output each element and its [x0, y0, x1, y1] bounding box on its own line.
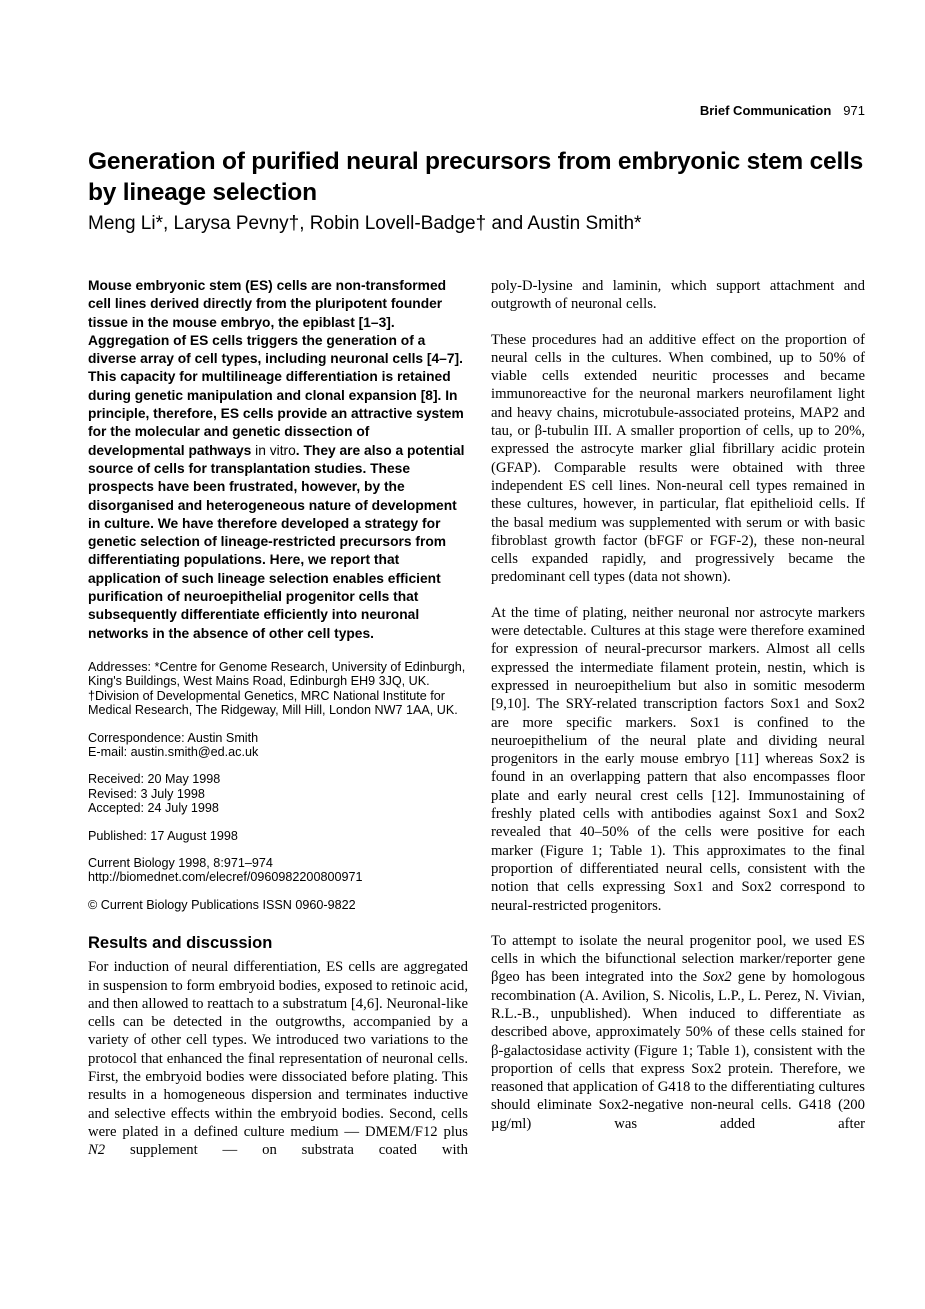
citation-block — [88, 856, 468, 885]
two-column-layout — [88, 277, 865, 1159]
body-paragraph-left — [88, 958, 468, 1159]
sox2-italic: Sox2 — [703, 969, 732, 986]
addresses-block — [88, 660, 468, 718]
body-paragraph-3: At the time of plating, neither neuronal nor astrocyte markers were detectable. Cultures at this stage were therefore examined for expression of neural-precursor markers. Almost all cells expressed the intermediate filament protein, nestin, which is expressed in neuroepithelium but also in somitic mesoderm [9,10]. The SRY-related transcription factors Sox1 and Sox2 are more specific markers. Sox1 is confined to the neuroepithelium of the neural plate and dividing neural progenitors in the early mouse embryo [11] whereas Sox2 is found in an overlapping pattern that also encompasses floor plate and early neural crest cells [12]. Immunostaining of freshly plated cells with antibodies against Sox1 and Sox2 revealed that 40–50% of the cells were positive for each marker (Figure 1; Table 1). This approximates to the final proportion of differentiated neural cells, consistent with the notion that cells expressing Sox1 and Sox2 correspond to neural-restricted progenitors. — [491, 604, 865, 914]
running-head — [700, 103, 865, 118]
published-block — [88, 829, 468, 843]
copyright-line: © Current Biology Publications ISSN 0960-9822 — [88, 897, 356, 912]
body-paragraph-2: These procedures had an additive effect on the proportion of neural cells in the cultures. When combined, up to 50% of viable cells extended neuritic processes and became immunoreactive for the neuronal markers neurofilament light and heavy chains, microtubule-associated proteins, MAP2 and tau, or β-tubulin III. A smaller proportion of cells, up to 20%, expressed the astrocyte marker glial fibrillary acidic protein (GFAP). Comparable results were obtained with three independent ES cell lines. Non-neural cell types remained in these cultures, however, in particular, flat epithelioid cells. If the basal medium was supplemented with serum or with basic fibroblast growth factor (bFGF or FGF-2), these non-neural cells expanded rapidly, and progressively became the predominant cell types (data not shown). — [491, 331, 865, 586]
email-line[interactable]: E-mail: austin.smith@ed.ac.uk — [88, 744, 259, 759]
left-body-text-b: supplement — on substrata coated with — [105, 1142, 468, 1159]
left-column — [88, 277, 468, 1159]
body-paragraph-1: poly-D-lysine and laminin, which support attachment and outgrowth of neuronal cells. — [491, 278, 865, 313]
section-label: Brief Communication — [699, 103, 832, 118]
article-metadata — [88, 660, 468, 912]
citation-line: Current Biology 1998, 8:971–974 — [88, 856, 273, 870]
abstract-bold-part-2: . They are also a potential source of cells for transplantation studies. These prospects have been frustrated, however, by the disorganised and heterogeneous nature of development in culture. We have therefore developed a strategy for genetic selection of lineage-restricted precursors from differentiating populations. Here, we report that application of such lineage selection enables efficient purification of neuroepithelial progenitor cells that subsequently differentiate efficiently into neuronal networks in the absence of other cell types. — [88, 442, 465, 641]
title-block — [88, 146, 870, 236]
copyright-block — [88, 898, 468, 912]
received-line: Received: 20 May 1998 — [88, 772, 221, 787]
addresses-text: Addresses: *Centre for Genome Research, University of Edinburgh, King's Buildings, West Mains Road, Edinburgh EH9 3JQ, UK. †Division of Developmental Genetics, MRC National Institute for Medical Research, The Ridgeway, Mill Hill, London NW7 1AA, UK. — [88, 659, 466, 718]
abstract-in-vitro: in vitro — [255, 442, 296, 458]
published-line: Published: 17 August 1998 — [88, 828, 238, 843]
paper-title: Generation of purified neural precursors from embryonic stem cells by lineage selection — [88, 148, 864, 206]
page-number: 971 — [843, 103, 865, 118]
correspondence-block — [88, 731, 468, 760]
body-paragraph-4 — [491, 932, 865, 1133]
right-body-text-b: gene by homologous recombination (A. Avilion, S. Nicolis, L.P., L. Perez, N. Vivian, R.L.-B., unpublished). When induced to differentiate as described above, approximately 50% of these cells stained for β-galactosidase activity (Figure 1; Table 1), consistent with the proportion of cells that express Sox2 protein. Therefore, we reasoned that application of G418 to the differentiating cultures should eliminate Sox2-negative non-neural cells. G418 (200 µg/ml) was added after — [491, 969, 865, 1132]
right-column — [491, 277, 865, 1133]
citation-url[interactable]: http://biomednet.com/elecref/0960982200800971 — [88, 870, 363, 885]
correspondence-line: Correspondence: Austin Smith — [88, 730, 259, 745]
abstract-bold-part-1: Mouse embryonic stem (ES) cells are non-transformed cell lines derived directly from the pluripotent founder tissue in the mouse embryo, the epiblast [1–3]. Aggregation of ES cells triggers the generation of a diverse array of cell types, including neuronal cells [4–7]. This capacity for multilineage differentiation is retained during genetic manipulation and clonal expansion [8]. In principle, therefore, ES cells provide an attractive system for the molecular and genetic dissection of developmental pathways — [88, 278, 464, 458]
dates-block — [88, 772, 468, 815]
left-body-text-a: For induction of neural differentiation, ES cells are aggregated in suspension to form embryoid bodies, exposed to retinoic acid, and then allowed to reattach to a substratum [4,6]. Neuronal-like cells can be detected in the outgrowths, accompanied by a variety of other cell types. We introduced two variations to the protocol that enhanced the final representation of neuronal cells. First, the embryoid bodies were dissociated before plating. This results in a homogeneous dispersion and terminates inductive and selective effects within the embryoid bodies. Second, cells were plated in a defined culture medium — DMEM/F12 plus — [88, 959, 468, 1140]
right-body-text-a: To attempt to isolate the neural progenitor pool, we used ES cells in which the bifunctional selection marker/reporter gene βgeo has been integrated into the — [491, 932, 865, 986]
abstract-paragraph — [88, 277, 468, 643]
authors-line: Meng Li*, Larysa Pevny†, Robin Lovell-Badge† and Austin Smith* — [88, 213, 642, 234]
accepted-line: Accepted: 24 July 1998 — [88, 801, 219, 816]
revised-line: Revised: 3 July 1998 — [88, 786, 205, 801]
results-heading: Results and discussion — [88, 934, 273, 953]
n2-italic: N2 — [88, 1142, 106, 1159]
